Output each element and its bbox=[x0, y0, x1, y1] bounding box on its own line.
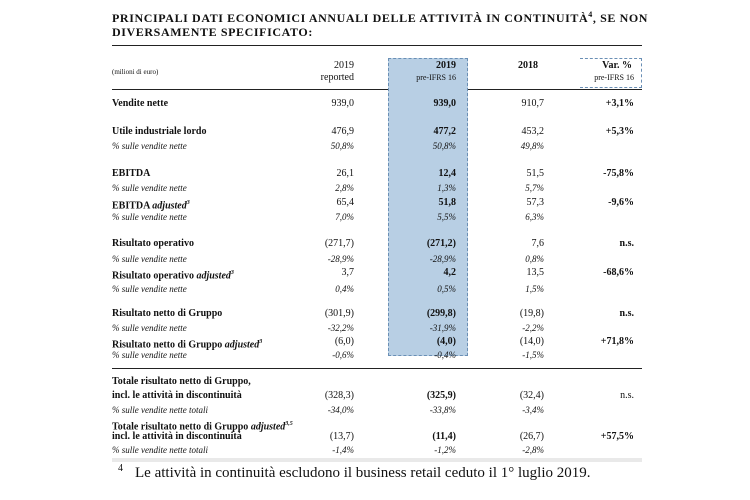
unit-label: (milioni di euro) bbox=[112, 68, 159, 76]
table-row: % sulle vendite nette -32,2% -31,9% -2,2% bbox=[112, 323, 544, 333]
table-row: Totale risultato netto di Gruppo adjusted$^{3,5}$ bbox=[112, 421, 293, 433]
table-row: % sulle vendite nette -0,6% -0,4% -1,5% bbox=[112, 350, 544, 360]
footnote-mark: 4 bbox=[118, 463, 123, 474]
table-row: % sulle vendite nette 50,8% 50,8% 49,8% bbox=[112, 141, 544, 151]
table-row: Totale risultato netto di Gruppo, bbox=[112, 376, 251, 387]
divider bbox=[112, 458, 642, 462]
table-row: Risultato netto di Gruppo (301,9) (299,8) (19,8) n.s. bbox=[112, 308, 634, 319]
table-row: % sulle vendite nette 0,4% 0,5% 1,5% bbox=[112, 284, 544, 294]
header-row-2 bbox=[0, 68, 750, 84]
footnote bbox=[118, 465, 591, 482]
col-2019-pre-ifrs-subheader: pre-IFRS 16 bbox=[416, 73, 456, 82]
table-row: % sulle vendite nette 7,0% 5,5% 6,3% bbox=[112, 212, 544, 222]
col-2019-reported-header: 2019 bbox=[334, 60, 354, 71]
col-var-subheader: pre-IFRS 16 bbox=[594, 73, 634, 82]
col-2019-reported-subheader: reported bbox=[320, 72, 354, 83]
table-row: incl. le attività in discontinuità (328,3) (325,9) (32,4) n.s. bbox=[112, 390, 634, 401]
table-row: % sulle vendite nette 2,8% 1,3% 5,7% bbox=[112, 183, 544, 193]
table-row: Vendite nette 939,0 939,0 910,7 +3,1% bbox=[112, 98, 634, 109]
table-row: Utile industriale lordo 476,9 477,2 453,2 +5,3% bbox=[112, 126, 634, 137]
col-2018-header: 2018 bbox=[518, 60, 538, 71]
top-rule bbox=[112, 45, 642, 46]
table-title: PRINCIPALI DATI ECONOMICI ANNUALI DELLE ATTIVITÀ IN CONTINUITÀ$^4$, SE NON DIVERSAMENTE SPECIFICATO: bbox=[112, 10, 649, 39]
table-row: Risultato netto di Gruppo adjusted$^3$ (6,0) (4,0) (14,0) +71,8% bbox=[112, 336, 634, 351]
col-var-header: Var. % bbox=[602, 60, 632, 71]
footnote-text: Le attività in continuità escludono il business retail ceduto il 1° luglio 2019. bbox=[135, 465, 591, 481]
table-row: EBITDA adjusted$^3$ 65,4 51,8 57,3 -9,6% bbox=[112, 197, 634, 212]
header-rule bbox=[112, 89, 642, 90]
table-row: % sulle vendite nette -28,9% -28,9% 0,8% bbox=[112, 254, 544, 264]
totals-rule bbox=[112, 368, 642, 369]
table-row: Risultato operativo adjusted$^3$ 3,7 4,2 13,5 -68,6% bbox=[112, 267, 634, 282]
table-row: incl. le attività in discontinuità (13,7) (11,4) (26,7) +57,5% bbox=[112, 431, 634, 442]
table-row: Risultato operativo (271,7) (271,2) 7,6 n.s. bbox=[112, 238, 634, 249]
table-row: % sulle vendite nette totali -1,4% -1,2% -2,8% bbox=[112, 445, 544, 455]
table-row: % sulle vendite nette totali -34,0% -33,8% -3,4% bbox=[112, 405, 544, 415]
col-2019-pre-ifrs-header: 2019 bbox=[436, 60, 456, 71]
table-row: EBITDA 26,1 12,4 51,5 -75,8% bbox=[112, 168, 634, 179]
